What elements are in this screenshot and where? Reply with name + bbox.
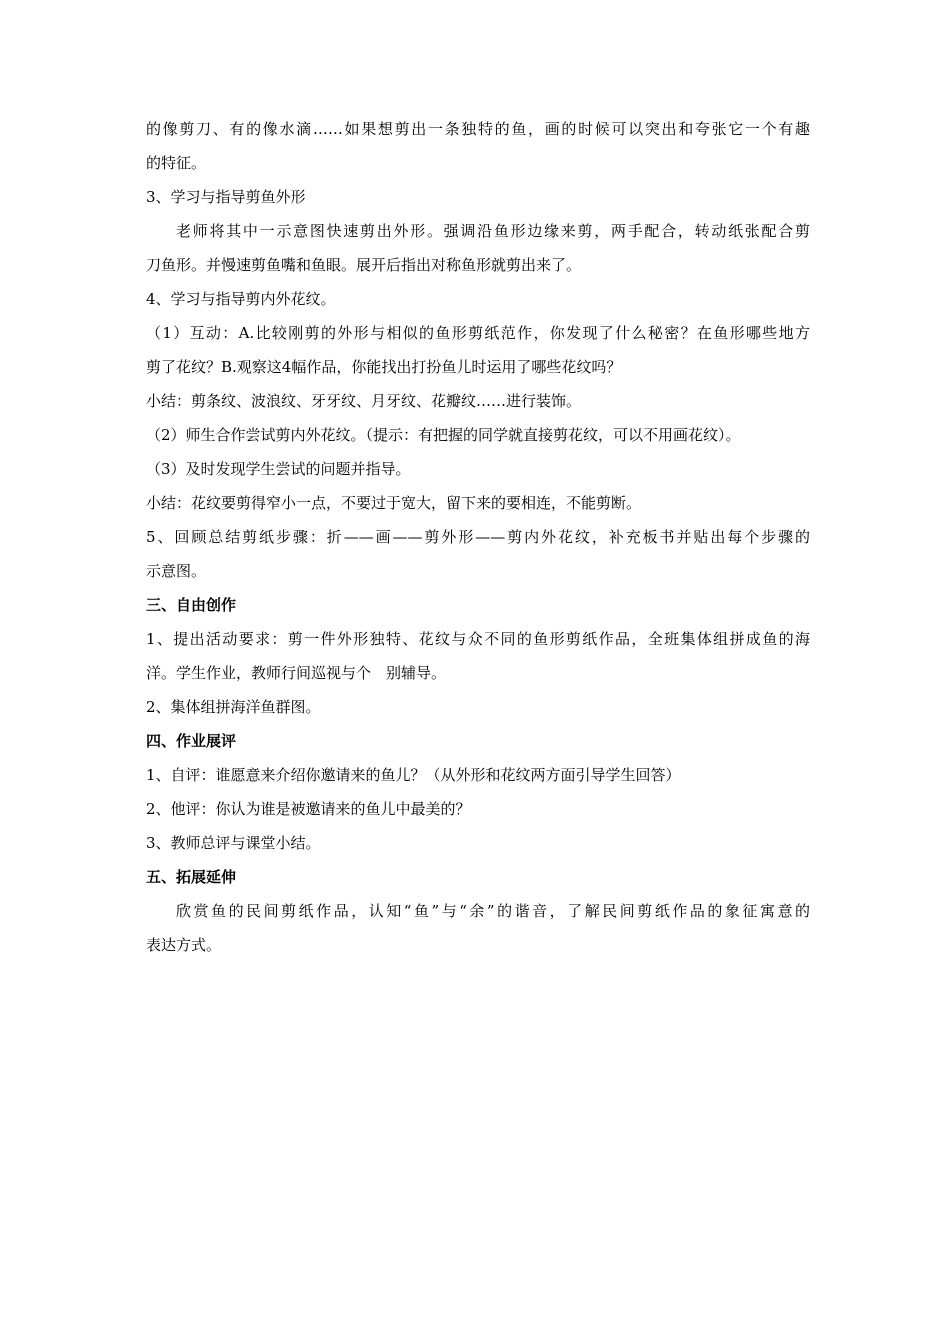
text-line: 的特征。: [146, 154, 207, 172]
section-heading: 五、拓展延伸: [146, 868, 237, 886]
document-body: [146, 119, 810, 955]
text-line: 4、学习与指导剪内外花纹。: [146, 290, 336, 308]
text-line: 示意图。: [146, 562, 207, 580]
text-line: （3）及时发现学生尝试的问题并指导。: [146, 460, 411, 478]
text-line: 小结：花纹要剪得窄小一点，不要过于宽大，留下来的要相连，不能剪断。: [146, 494, 642, 512]
text-line: 5、回顾总结剪纸步骤：折——画——剪外形——剪内外花纹，补充板书并贴出每个步骤的: [146, 528, 810, 546]
text-line: 1、自评：谁愿意来介绍你邀请来的鱼儿？（从外形和花纹两方面引导学生回答）: [146, 766, 681, 784]
text-line: 2、集体组拼海洋鱼群图。: [146, 698, 321, 716]
text-line: 2、他评：你认为谁是被邀请来的鱼儿中最美的？: [146, 800, 471, 818]
text-line: 剪了花纹？B.观察这4幅作品，你能找出打扮鱼儿时运用了哪些花纹吗？: [146, 358, 622, 376]
text-line: 小结：剪条纹、波浪纹、牙牙纹、月牙纹、花瓣纹……进行装饰。: [146, 392, 582, 410]
text-line: 3、教师总评与课堂小结。: [146, 834, 321, 852]
text-line: （2）师生合作尝试剪内外花纹。（提示：有把握的同学就直接剪花纹，可以不用画花纹）。: [146, 426, 741, 444]
text-line: 表达方式。: [146, 936, 222, 954]
text-line: 3、学习与指导剪鱼外形: [146, 188, 306, 206]
text-line: 欣赏鱼的民间剪纸作品，认知“鱼”与“余”的谐音，了解民间剪纸作品的象征寓意的: [176, 902, 810, 920]
text-line: 的像剪刀、有的像水滴……如果想剪出一条独特的鱼，画的时候可以突出和夸张它一个有趣: [146, 120, 810, 138]
section-heading: 四、作业展评: [146, 732, 237, 750]
text-line: 老师将其中一示意图快速剪出外形。强调沿鱼形边缘来剪，两手配合，转动纸张配合剪: [176, 222, 810, 240]
text-line: 刀鱼形。并慢速剪鱼嘴和鱼眼。展开后指出对称鱼形就剪出来了。: [146, 256, 582, 274]
text-line: （1）互动：A.比较刚剪的外形与相似的鱼形剪纸范作，你发现了什么秘密？在鱼形哪些地方: [146, 324, 810, 342]
text-line: 洋。学生作业，教师行间巡视与个 别辅导。: [146, 664, 447, 682]
section-heading: 三、自由创作: [146, 596, 237, 614]
text-line: 1、提出活动要求：剪一件外形独特、花纹与众不同的鱼形剪纸作品，全班集体组拼成鱼的海: [146, 630, 810, 648]
